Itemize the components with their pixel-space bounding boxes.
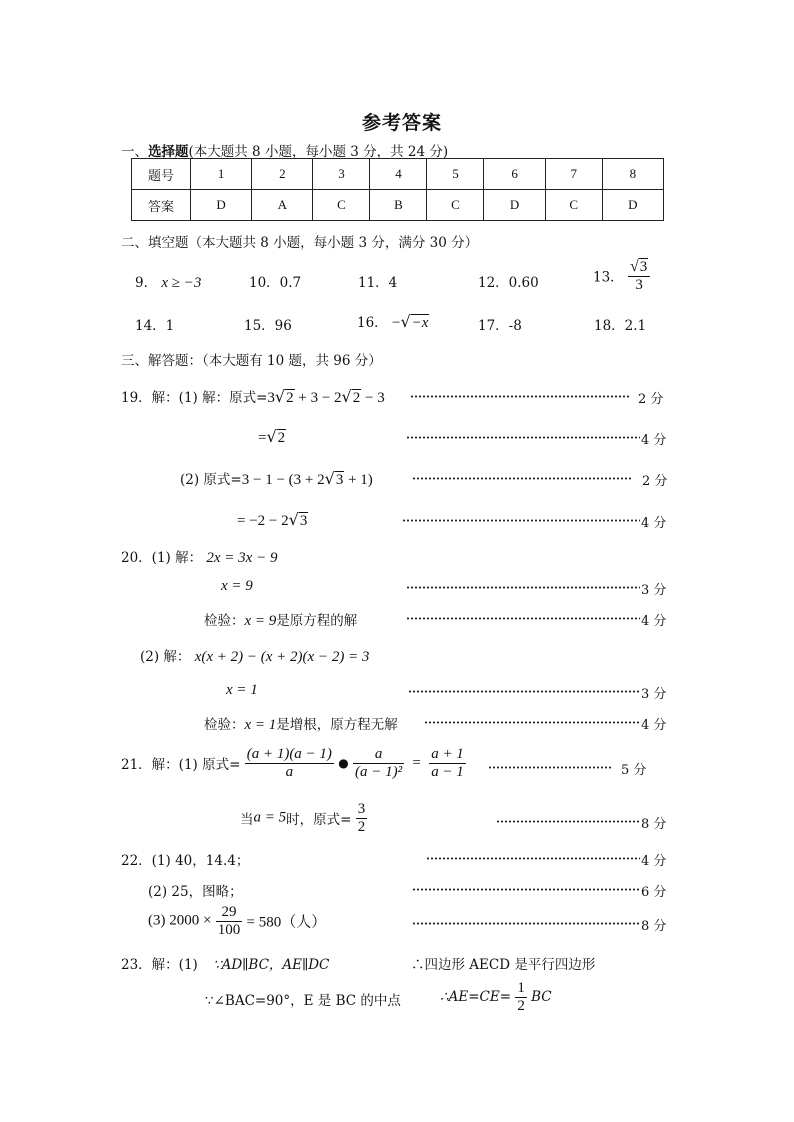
q21-result-frac xyxy=(356,801,368,835)
q20-check-post: 是原方程的解 xyxy=(276,613,358,629)
q23-line2-a: ∵∠BAC=90°，E 是 BC 的中点 xyxy=(205,993,401,1009)
sqrt-icon: √ xyxy=(274,387,286,406)
q19-line2 xyxy=(258,427,286,447)
q21-label: 21．解：(1) 原式= xyxy=(121,757,241,773)
q21-eq: = xyxy=(412,754,421,771)
sqrt-icon: √ xyxy=(400,312,411,331)
q21-line2 xyxy=(240,801,367,835)
q20-2-check-expr: x = 1 xyxy=(244,717,277,733)
dotted-leader xyxy=(402,519,640,522)
table-cell: B xyxy=(370,190,427,221)
table-cell: 7 xyxy=(545,159,602,190)
table-cell: C xyxy=(545,190,602,221)
table-cell: D xyxy=(484,190,545,221)
q9-label: 9． xyxy=(135,275,158,291)
score: 4 分 xyxy=(641,516,667,531)
score: 3 分 xyxy=(641,583,667,598)
dotted-leader xyxy=(496,820,640,823)
section2-heading: 二、填空题（本大题共 8 小题，每小题 3 分，满分 30 分） xyxy=(121,235,479,251)
q20-expr: 2x = 3x − 9 xyxy=(206,550,278,566)
q19-2-line2-rad: 3 xyxy=(299,513,308,529)
q21-result-num: 3 xyxy=(357,801,366,817)
q13-fraction xyxy=(628,258,650,293)
q21-f1-num: (a + 1)(a − 1) xyxy=(246,746,332,762)
dotted-leader xyxy=(410,395,630,398)
fill-q9 xyxy=(135,271,201,292)
score: 2 分 xyxy=(638,392,664,407)
score: 4 分 xyxy=(641,854,667,869)
dotted-leader xyxy=(406,617,640,620)
q20-line2: x = 9 xyxy=(221,578,253,594)
page-title: 参考答案 xyxy=(362,112,443,134)
q19-2-expr-a: 3 − 1 − (3 + 2 xyxy=(241,472,325,488)
q19-2-label: (2) 原式= xyxy=(180,472,242,488)
q20-2-check-post: 是增根，原方程无解 xyxy=(276,717,398,733)
q21-f2-den: (a − 1)² xyxy=(355,763,403,780)
table-row xyxy=(132,159,664,190)
fill-q12: 12．0.60 xyxy=(478,275,539,291)
q16-minus: − xyxy=(391,315,401,331)
q20-check-expr: x = 9 xyxy=(244,613,277,629)
score: 4 分 xyxy=(641,433,667,448)
table-cell: D xyxy=(191,190,252,221)
fill-q11: 11．4 xyxy=(358,275,398,291)
score: 8 分 xyxy=(641,919,667,934)
sqrt-icon: √ xyxy=(266,427,277,446)
q23-2b-num: 1 xyxy=(517,980,525,996)
q20-check-pre: 检验： xyxy=(204,613,245,629)
dotted-leader xyxy=(424,721,640,724)
sqrt-icon: √ xyxy=(324,469,335,488)
section1-rest: (本大题共 8 小题，每小题 3 分，共 24 分) xyxy=(188,144,449,160)
table-cell: A xyxy=(252,190,313,221)
q21-line1 xyxy=(121,746,466,780)
q19-2-expr-b: + 1) xyxy=(344,472,373,488)
q23-2b-pre: ∴AE=CE= xyxy=(440,989,512,1005)
score: 8 分 xyxy=(641,817,667,832)
table-cell: 5 xyxy=(427,159,484,190)
q22-3-frac xyxy=(216,904,243,938)
table-cell: C xyxy=(313,190,370,221)
section1-heading xyxy=(121,140,448,160)
q20-2-label: (2) 解： xyxy=(140,649,191,665)
dotted-leader xyxy=(412,477,632,480)
fill-q17: 17．-8 xyxy=(478,318,522,334)
dotted-leader xyxy=(488,766,612,769)
section3-heading: 三、解答题：（本大题有 10 题，共 96 分） xyxy=(121,353,382,369)
q23-label: 23．解：(1) xyxy=(121,957,198,973)
fill-q16 xyxy=(357,311,429,332)
q22-line1: 22．(1) 40，14.4； xyxy=(121,853,250,869)
q20-label: 20．(1) 解： xyxy=(121,550,203,566)
q21-frac3 xyxy=(429,746,466,780)
table-cell: 1 xyxy=(191,159,252,190)
q21-result-den: 2 xyxy=(357,818,366,835)
sqrt-icon: √ xyxy=(341,387,352,406)
q20-check1 xyxy=(204,609,357,630)
q20-check2 xyxy=(204,713,398,734)
q20-2-line1 xyxy=(140,645,369,666)
q19-line2-rad: 2 xyxy=(277,430,286,446)
q22-3-num: 29 xyxy=(216,904,243,922)
q23-line2-b xyxy=(440,980,552,1014)
q21-f1-den: a xyxy=(285,763,294,780)
q19-expr-c: + 3 − 2 xyxy=(294,390,342,406)
sqrt-icon: √ xyxy=(629,258,639,275)
q20-2-line2: x = 1 xyxy=(226,682,258,698)
q23-line1-b: ∴四边形 AECD 是平行四边形 xyxy=(411,957,596,973)
q19-2-line1 xyxy=(180,468,373,489)
sqrt-icon: √ xyxy=(288,510,299,529)
q20-2-check-pre: 检验： xyxy=(204,717,245,733)
q21-line2-pre: 当 xyxy=(240,812,254,828)
q22-3-pre: (3) 2000 × xyxy=(148,912,212,929)
table-cell: 8 xyxy=(602,159,663,190)
table-cell: 题号 xyxy=(132,159,191,190)
q20-line1 xyxy=(121,546,277,567)
table-cell: D xyxy=(602,190,663,221)
dotted-leader xyxy=(406,586,640,589)
q19-2-line2 xyxy=(237,510,308,530)
q19-2-rad: 3 xyxy=(335,472,344,488)
fill-q13 xyxy=(593,258,650,293)
score: 4 分 xyxy=(641,718,667,733)
table-cell: 6 xyxy=(484,159,545,190)
table-cell: 3 xyxy=(313,159,370,190)
dotted-leader xyxy=(406,436,640,439)
q13-radicand: 3 xyxy=(639,259,648,275)
q19-expr-a: 3 xyxy=(267,390,275,406)
q20-2-expr: x(x + 2) − (x + 2)(x − 2) = 3 xyxy=(194,649,370,665)
fill-q10: 10．0.7 xyxy=(249,275,302,291)
fill-q18: 18．2.1 xyxy=(594,318,647,334)
score: 5 分 xyxy=(621,763,647,778)
table-cell: 答案 xyxy=(132,190,191,221)
section1-prefix: 一、 xyxy=(121,144,148,160)
q16-label: 16． xyxy=(357,315,388,331)
q21-line2-post: 时，原式= xyxy=(286,812,352,828)
fill-q15: 15．96 xyxy=(244,318,292,334)
q22-line2: (2) 25，图略； xyxy=(148,884,243,900)
q21-dot: ● xyxy=(338,756,349,770)
q19-2-line2-expr: = −2 − 2 xyxy=(237,513,289,529)
score: 3 分 xyxy=(641,687,667,702)
table-cell: 4 xyxy=(370,159,427,190)
q22-line3 xyxy=(148,904,326,938)
choice-answer-table xyxy=(131,158,664,221)
table-cell: C xyxy=(427,190,484,221)
q19-label: 19．解：(1) 解：原式= xyxy=(121,390,268,406)
q16-radicand: −x xyxy=(411,315,429,331)
score: 2 分 xyxy=(642,474,668,489)
dotted-leader xyxy=(412,888,640,891)
table-cell: 2 xyxy=(252,159,313,190)
q19-line2-eq: = xyxy=(258,430,267,446)
dotted-leader xyxy=(408,690,640,693)
q21-line2-expr: a = 5 xyxy=(253,809,287,826)
q19-line1 xyxy=(121,386,385,407)
score: 6 分 xyxy=(641,885,667,900)
q19-expr-e: − 3 xyxy=(361,390,385,406)
q19-rad2: 2 xyxy=(352,390,361,406)
q22-3-den: 100 xyxy=(217,921,241,938)
q21-f3-den: a − 1 xyxy=(431,763,464,780)
q13-den: 3 xyxy=(635,276,643,293)
q21-f3-num: a + 1 xyxy=(431,746,464,762)
dotted-leader xyxy=(426,857,640,860)
q23-line1 xyxy=(121,953,198,973)
q13-label: 13． xyxy=(593,269,624,286)
q23-2b-frac xyxy=(515,980,527,1014)
q21-f2-num: a xyxy=(353,746,404,764)
q22-3-post: = 580（人） xyxy=(246,914,327,931)
score: 4 分 xyxy=(641,614,667,629)
q21-frac2 xyxy=(353,746,404,780)
q9-expr: x ≥ −3 xyxy=(161,275,202,291)
q21-frac1 xyxy=(245,746,334,780)
fill-q14: 14．1 xyxy=(135,318,175,334)
q19-rad1: 2 xyxy=(286,390,294,406)
q23-2b-post: BC xyxy=(531,989,552,1005)
table-row xyxy=(132,190,664,221)
q13-num xyxy=(628,258,650,277)
q23-line1-a: ∵AD∥BC，AE∥DC xyxy=(213,957,330,973)
section1-bold: 选择题 xyxy=(148,144,189,160)
q23-2b-den: 2 xyxy=(517,997,525,1014)
dotted-leader xyxy=(412,922,640,925)
